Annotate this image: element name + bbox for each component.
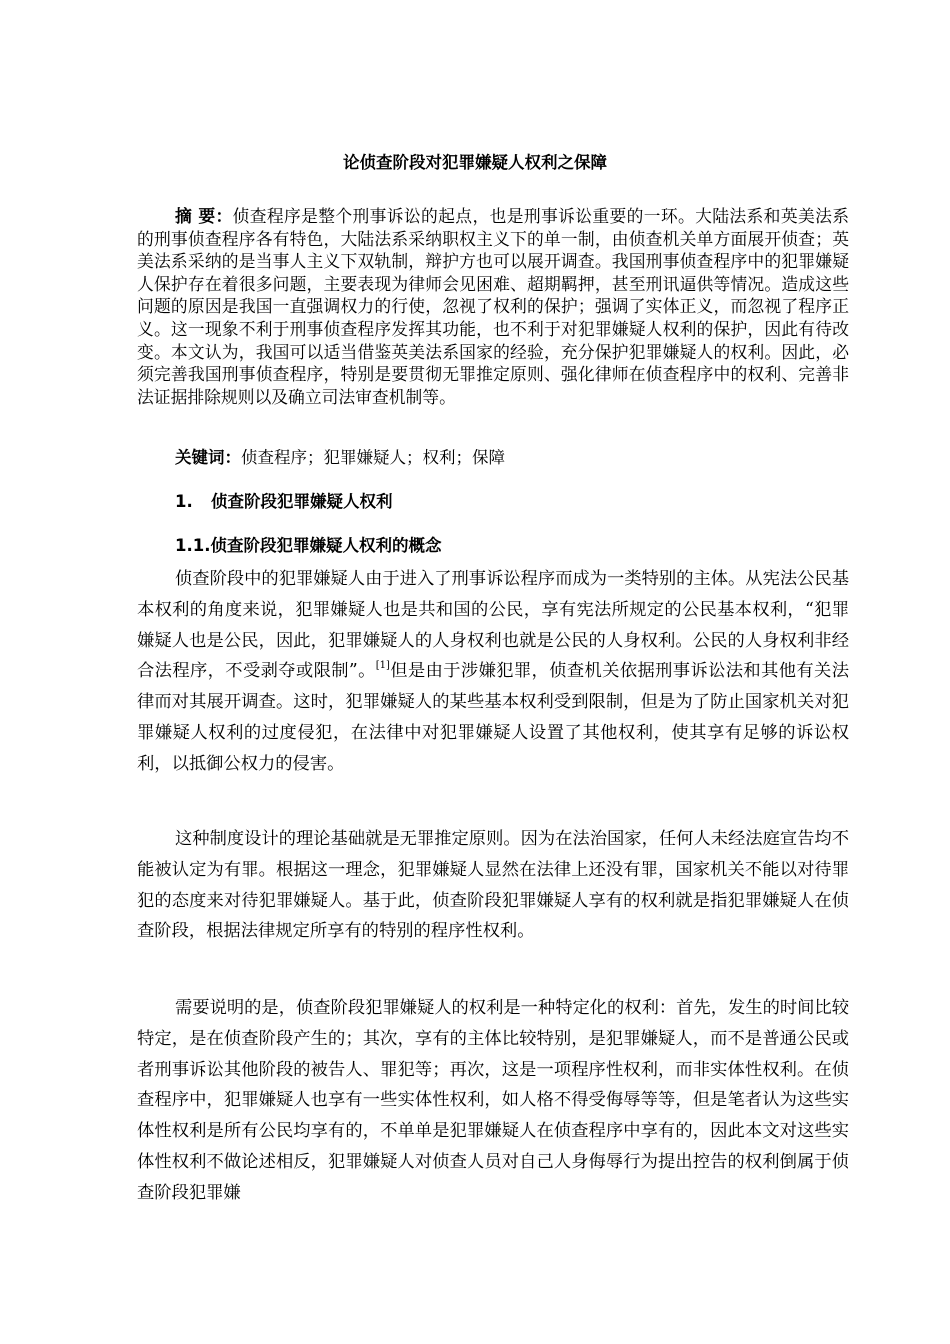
abstract-text: 侦查程序是整个刑事诉讼的起点，也是刑事诉讼重要的一环。大陆法系和英美法系的刑事侦查程序各有特色，大陆法系采纳职权主义下的单一制，由侦查机关单方面展开侦查；英美法系采纳的是当事人主义下双轨制，辩护方也可以展开调查。我国刑事侦查程序中的犯罪嫌疑人保护存在着很多问题，主要表现为律师会见困难、超期羁押，甚至刑讯逼供等情况。造成这些问题的原因是我国一直强调权力的行使，忽视了权利的保护；强调了实体正义，而忽视了程序正义。这一现象不利于刑事侦查程序发挥其功能，也不利于对犯罪嫌疑人权利的保护，因此有待改变。本文认为，我国可以适当借鉴英美法系国家的经验，充分保护犯罪嫌疑人的权利。因此，必须完善我国刑事侦查程序，特别是要贯彻无罪推定原则、强化律师在侦查程序中的权利、完善非法证据排除规则以及确立司法审查机制等。 [137,206,849,407]
section-number: 1. [175,492,193,511]
keywords-line [175,446,505,470]
section-title: 侦查阶段犯罪嫌疑人权利 [211,492,393,511]
body-paragraph-3: 需要说明的是，侦查阶段犯罪嫌疑人的权利是一种特定化的权利：首先，发生的时间比较特定，是在侦查阶段产生的；其次，享有的主体比较特别，是犯罪嫌疑人，而不是普通公民或者刑事诉讼其他阶段的被告人、罪犯等；再次，这是一项程序性权利，而非实体性权利。在侦查程序中，犯罪嫌疑人也享有一些实体性权利，如人格不得受侮辱等等，但是笔者认为这些实体性权利是所有公民均享有的，不单单是犯罪嫌疑人在侦查程序中享有的，因此本文对这些实体性权利不做论述相反，犯罪嫌疑人对侦查人员对自己人身侮辱行为提出控告的权利倒属于侦查阶段犯罪嫌 [137,998,849,1203]
paragraph-text: 侦查阶段中的犯罪嫌疑人由于进入了刑事诉讼程序而成为一类特别的主体。从宪法公民基本权利的角度来说，犯罪嫌疑人也是共和国的公民，享有宪法所规定的公民基本权利，“犯罪嫌疑人也是公民，因此，犯罪嫌疑人的人身权利也就是公民的人身权利。公民的人身权利非经合法程序，不受剥夺或限制”。 [137,569,849,682]
abstract-paragraph [137,205,849,408]
body-paragraph-1 [137,564,849,780]
abstract-label: 摘 要： [175,206,233,226]
citation-reference: [1] [375,660,390,672]
body-paragraph-2: 这种制度设计的理论基础就是无罪推定原则。因为在法治国家，任何人未经法庭宣告均不能被认定为有罪。根据这一理念，犯罪嫌疑人显然在法律上还没有罪，国家机关不能以对待罪犯的态度来对待犯罪嫌疑人。基于此，侦查阶段犯罪嫌疑人享有的权利就是指犯罪嫌疑人在侦查阶段，根据法律规定所享有的特别的程序性权利。 [137,829,849,942]
paragraph-text-continued: 但是由于涉嫌犯罪，侦查机关依据刑事诉讼法和其他有关法律而对其展开调查。这时，犯罪嫌疑人的某些基本权利受到限制，但是为了防止国家机关对犯罪嫌疑人权利的过度侵犯，在法律中对犯罪嫌疑人设置了其他权利，使其享有足够的诉讼权利，以抵御公权力的侵害。 [137,661,849,774]
section-heading-1 [175,490,393,514]
keywords-label: 关键词： [175,448,241,467]
keywords-text: 侦查程序；犯罪嫌疑人；权利；保障 [241,448,505,467]
document-title: 论侦查阶段对犯罪嫌疑人权利之保障 [343,153,607,172]
subsection-heading-1-1: 1.1.侦查阶段犯罪嫌疑人权利的概念 [175,536,442,555]
